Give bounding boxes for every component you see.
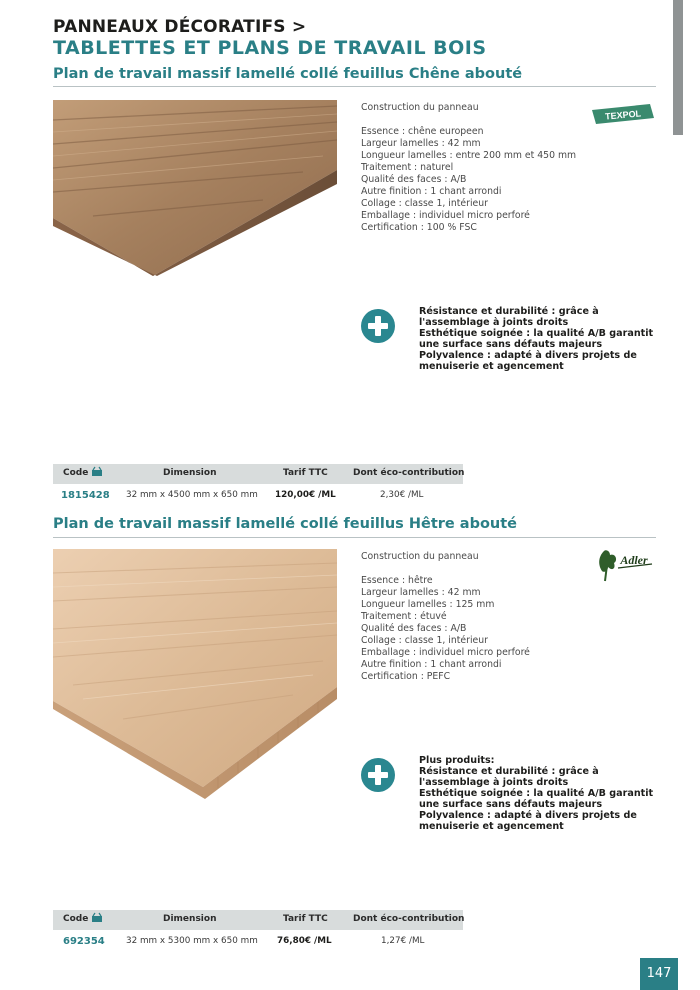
spec-line: Certification : PEFC [361, 671, 451, 682]
product-title-chene: Plan de travail massif lamellé collé feuillus Chêne abouté [53, 66, 523, 82]
category-heading: PANNEAUX DÉCORATIFS > [53, 17, 307, 37]
benefit-line: Esthétique soignée : la qualité A/B garantit une surface sans défauts majeurs [419, 788, 654, 810]
spec-line: Largeur lamelles : 42 mm [361, 587, 481, 598]
spec-line: Autre finition : 1 chant arrondi [361, 659, 502, 670]
eco-contribution: 2,30€ /ML [380, 490, 424, 500]
spec-line: Qualité des faces : A/B [361, 623, 467, 634]
spec-line: Autre finition : 1 chant arrondi [361, 186, 502, 197]
specs-hetre [361, 551, 530, 683]
price-table-hetre [53, 910, 463, 952]
eco-contribution: 1,27€ /ML [381, 936, 425, 946]
specs-chene [361, 102, 576, 234]
spec-line: Qualité des faces : A/B [361, 174, 467, 185]
table-row [53, 930, 463, 952]
spec-line: Largeur lamelles : 42 mm [361, 138, 481, 149]
adler-logo [594, 547, 656, 583]
plus-circle-icon [361, 309, 395, 343]
benefit-line: Résistance et durabilité : grâce à l'assemblage à joints droits [419, 306, 599, 328]
texpol-logo [592, 104, 654, 124]
specs-heading: Construction du panneau [361, 102, 479, 113]
product-photo-chene [53, 100, 337, 276]
table-header [53, 910, 463, 930]
header-eco: Dont éco-contribution [353, 468, 465, 478]
product-dimension: 32 mm x 4500 mm x 650 mm [126, 490, 258, 500]
header-tarif: Tarif TTC [283, 914, 328, 924]
spec-line: Traitement : étuvé [361, 611, 447, 622]
spec-line: Essence : hêtre [361, 575, 433, 586]
benefit-line: Polyvalence : adapté à divers projets de menuiserie et agencement [419, 350, 637, 372]
svg-text:Adler: Adler [620, 553, 648, 567]
product-photo-hetre [53, 549, 337, 799]
benefit-line: Résistance et durabilité : grâce à l'assemblage à joints droits [419, 766, 599, 788]
page-title: TABLETTES ET PLANS DE TRAVAIL BOIS [53, 37, 487, 59]
product-title-hetre: Plan de travail massif lamellé collé feuillus Hêtre abouté [53, 516, 518, 532]
section-divider [53, 537, 656, 538]
product-code: 1815428 [61, 490, 110, 501]
cart-icon [91, 912, 103, 927]
spec-line: Emballage : individuel micro perforé [361, 210, 530, 221]
product-price: 76,80€ /ML [277, 936, 332, 946]
cart-icon [91, 466, 103, 481]
spec-line: Traitement : naturel [361, 162, 454, 173]
header-eco: Dont éco-contribution [353, 914, 465, 924]
product-dimension: 32 mm x 5300 mm x 650 mm [126, 936, 258, 946]
svg-text:TEXPOL: TEXPOL [604, 108, 642, 122]
page-number: 147 [640, 958, 678, 990]
specs-heading: Construction du panneau [361, 551, 479, 562]
product-code: 692354 [63, 936, 105, 947]
plus-circle-icon [361, 758, 395, 792]
spec-line: Longueur lamelles : 125 mm [361, 599, 495, 610]
price-table-chene [53, 464, 463, 506]
section-divider [53, 86, 656, 87]
spec-line: Emballage : individuel micro perforé [361, 647, 530, 658]
benefit-line: Plus produits: [419, 755, 495, 766]
header-code: Code [63, 914, 89, 924]
header-code: Code [63, 468, 89, 478]
header-tarif: Tarif TTC [283, 468, 328, 478]
spec-line: Longueur lamelles : entre 200 mm et 450 mm [361, 150, 577, 161]
benefits-chene [419, 306, 664, 372]
header-dimension: Dimension [163, 914, 217, 924]
spec-line: Collage : classe 1, intérieur [361, 198, 488, 209]
table-row [53, 484, 463, 506]
benefits-hetre [419, 755, 664, 832]
spec-line: Certification : 100 % FSC [361, 222, 477, 233]
header-dimension: Dimension [163, 468, 217, 478]
benefit-line: Polyvalence : adapté à divers projets de menuiserie et agencement [419, 810, 637, 832]
benefit-line: Esthétique soignée : la qualité A/B garantit une surface sans défauts majeurs [419, 328, 654, 350]
spec-line: Essence : chêne europeen [361, 126, 484, 137]
product-price: 120,00€ /ML [275, 490, 336, 500]
side-decoration-bar [673, 0, 683, 135]
spec-line: Collage : classe 1, intérieur [361, 635, 488, 646]
table-header [53, 464, 463, 484]
